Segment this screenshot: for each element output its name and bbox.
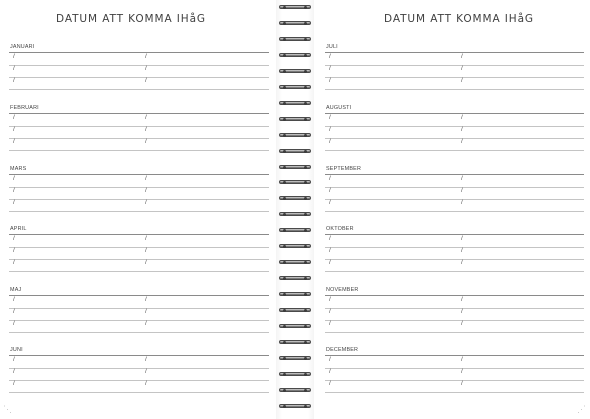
date-separator: / xyxy=(145,308,147,315)
date-separator: / xyxy=(461,247,463,254)
date-separator: / xyxy=(461,126,463,133)
date-separator: / xyxy=(13,199,15,206)
month-label: FEBRUARI xyxy=(10,105,39,111)
date-separator: / xyxy=(461,320,463,327)
month-label: MARS xyxy=(10,166,27,172)
date-separator: / xyxy=(329,247,331,254)
date-separator: / xyxy=(13,138,15,145)
date-separator: / xyxy=(329,77,331,84)
month-label: JANUARI xyxy=(10,44,35,50)
spiral-ring-icon xyxy=(279,149,311,155)
page-title: DATUM ATT KOMMA IHåG xyxy=(56,13,206,25)
date-separator: / xyxy=(329,308,331,315)
date-separator: / xyxy=(461,235,463,242)
spiral-ring-icon xyxy=(279,5,311,11)
date-entry-line[interactable] xyxy=(9,77,269,90)
date-separator: / xyxy=(13,259,15,266)
date-separator: / xyxy=(461,187,463,194)
date-separator: / xyxy=(145,368,147,375)
month-label: MAJ xyxy=(10,287,22,293)
date-separator: / xyxy=(461,308,463,315)
spiral-ring-icon xyxy=(279,340,311,346)
date-separator: / xyxy=(461,77,463,84)
date-entry-line[interactable] xyxy=(9,380,269,393)
date-separator: / xyxy=(145,138,147,145)
spiral-ring-icon xyxy=(279,276,311,282)
date-separator: / xyxy=(145,259,147,266)
spiral-ring-icon xyxy=(279,85,311,91)
date-separator: / xyxy=(329,53,331,60)
date-separator: / xyxy=(13,320,15,327)
month-section xyxy=(9,226,269,274)
date-entry-line[interactable] xyxy=(325,77,584,90)
spiral-ring-icon xyxy=(279,196,311,202)
date-entry-line[interactable] xyxy=(9,199,269,212)
month-label: NOVEMBER xyxy=(326,287,359,293)
date-entry-line[interactable] xyxy=(325,259,584,272)
date-separator: / xyxy=(145,199,147,206)
spiral-ring-icon xyxy=(279,133,311,139)
spiral-ring-icon xyxy=(279,404,311,410)
date-separator: / xyxy=(329,235,331,242)
date-separator: / xyxy=(13,187,15,194)
spiral-ring-icon xyxy=(279,180,311,186)
date-separator: / xyxy=(329,259,331,266)
month-label: OKTOBER xyxy=(326,226,354,232)
date-separator: / xyxy=(13,247,15,254)
date-separator: / xyxy=(145,126,147,133)
spiral-ring-icon xyxy=(279,324,311,330)
date-separator: / xyxy=(329,114,331,121)
date-separator: / xyxy=(13,308,15,315)
date-separator: / xyxy=(145,114,147,121)
date-separator: / xyxy=(329,296,331,303)
month-section xyxy=(325,44,584,92)
date-separator: / xyxy=(13,296,15,303)
spiral-ring-icon xyxy=(279,244,311,250)
spiral-ring-icon xyxy=(279,292,311,298)
month-label: AUGUSTI xyxy=(326,105,352,111)
date-separator: / xyxy=(145,77,147,84)
month-section xyxy=(9,105,269,153)
date-separator: / xyxy=(329,138,331,145)
date-separator: / xyxy=(145,247,147,254)
date-separator: / xyxy=(461,65,463,72)
page-corner-icon: ⋰ xyxy=(577,404,586,414)
spiral-ring-icon xyxy=(279,165,311,171)
date-separator: / xyxy=(145,235,147,242)
date-separator: / xyxy=(461,199,463,206)
page-corner-icon: ⋱ xyxy=(3,404,12,414)
date-separator: / xyxy=(461,356,463,363)
page-title: DATUM ATT KOMMA IHåG xyxy=(384,13,534,25)
month-section xyxy=(325,105,584,153)
date-separator: / xyxy=(329,126,331,133)
date-separator: / xyxy=(13,175,15,182)
month-label: JULI xyxy=(326,44,338,50)
date-separator: / xyxy=(13,380,15,387)
date-separator: / xyxy=(329,356,331,363)
spiral-ring-icon xyxy=(279,356,311,362)
date-separator: / xyxy=(145,380,147,387)
date-separator: / xyxy=(329,380,331,387)
spiral-ring-icon xyxy=(279,101,311,107)
date-separator: / xyxy=(13,114,15,121)
date-separator: / xyxy=(329,175,331,182)
month-section xyxy=(325,166,584,214)
month-label: JUNI xyxy=(10,347,23,353)
spiral-ring-icon xyxy=(279,117,311,123)
month-section xyxy=(9,166,269,214)
month-label: SEPTEMBER xyxy=(326,166,362,172)
date-entry-line[interactable] xyxy=(325,199,584,212)
date-separator: / xyxy=(145,320,147,327)
month-section xyxy=(325,287,584,335)
date-separator: / xyxy=(461,368,463,375)
date-entry-line[interactable] xyxy=(325,380,584,393)
date-separator: / xyxy=(329,368,331,375)
date-separator: / xyxy=(461,175,463,182)
date-separator: / xyxy=(13,368,15,375)
date-separator: / xyxy=(13,235,15,242)
date-separator: / xyxy=(461,53,463,60)
month-section xyxy=(325,347,584,395)
date-separator: / xyxy=(145,356,147,363)
spiral-ring-icon xyxy=(279,308,311,314)
date-separator: / xyxy=(329,187,331,194)
month-section xyxy=(9,347,269,395)
date-separator: / xyxy=(329,320,331,327)
spiral-ring-icon xyxy=(279,212,311,218)
date-separator: / xyxy=(13,77,15,84)
date-separator: / xyxy=(145,65,147,72)
date-entry-line[interactable] xyxy=(9,138,269,151)
date-separator: / xyxy=(145,296,147,303)
date-entry-line[interactable] xyxy=(325,320,584,333)
month-label: DECEMBER xyxy=(326,347,359,353)
spiral-binding xyxy=(276,0,314,419)
date-separator: / xyxy=(145,53,147,60)
month-section xyxy=(9,287,269,335)
spiral-ring-icon xyxy=(279,260,311,266)
spiral-ring-icon xyxy=(279,37,311,43)
date-entry-line[interactable] xyxy=(9,259,269,272)
date-separator: / xyxy=(461,259,463,266)
spiral-ring-icon xyxy=(279,69,311,75)
date-separator: / xyxy=(329,199,331,206)
date-separator: / xyxy=(13,53,15,60)
date-separator: / xyxy=(145,187,147,194)
month-section xyxy=(9,44,269,92)
spiral-ring-icon xyxy=(279,372,311,378)
date-separator: / xyxy=(461,114,463,121)
spiral-ring-icon xyxy=(279,21,311,27)
date-separator: / xyxy=(13,65,15,72)
date-separator: / xyxy=(461,138,463,145)
date-separator: / xyxy=(145,175,147,182)
date-entry-line[interactable] xyxy=(325,138,584,151)
date-separator: / xyxy=(461,380,463,387)
date-separator: / xyxy=(461,296,463,303)
spiral-ring-icon xyxy=(279,388,311,394)
month-section xyxy=(325,226,584,274)
month-label: APRIL xyxy=(10,226,27,232)
date-separator: / xyxy=(13,356,15,363)
date-entry-line[interactable] xyxy=(9,320,269,333)
date-separator: / xyxy=(13,126,15,133)
date-separator: / xyxy=(329,65,331,72)
spiral-ring-icon xyxy=(279,53,311,59)
spiral-ring-icon xyxy=(279,228,311,234)
